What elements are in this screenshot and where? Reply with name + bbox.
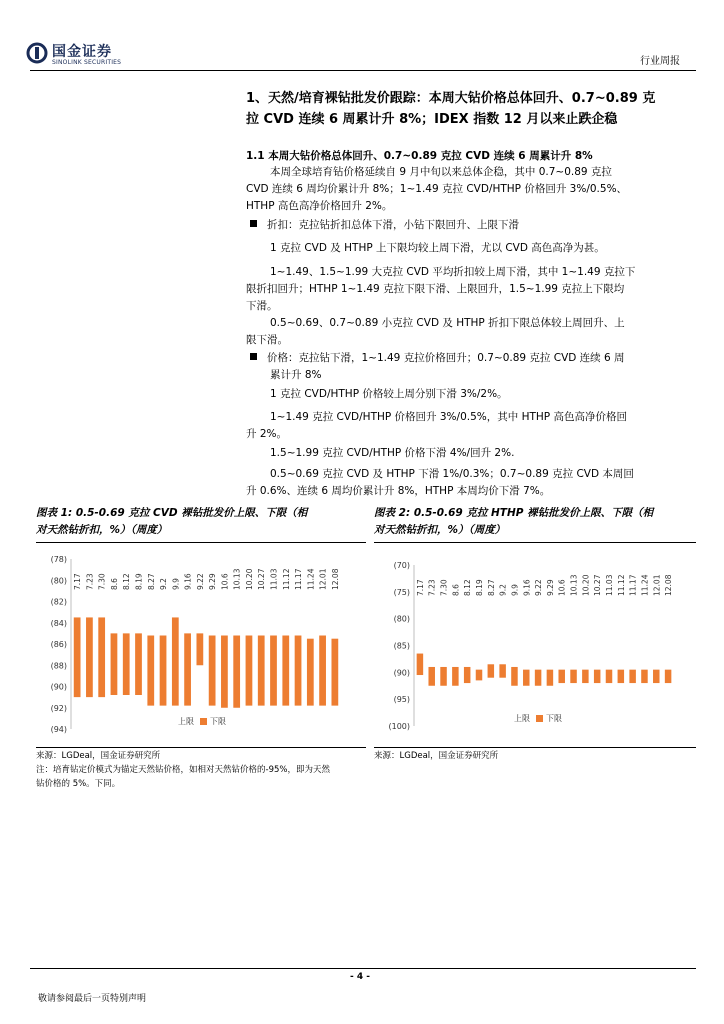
- range-bar: [417, 654, 424, 675]
- para-line: 限下滑。: [246, 334, 288, 346]
- x-tick-label: 7.23: [85, 573, 95, 590]
- x-tick-label: 11.17: [294, 568, 304, 590]
- para-line: 0.5~0.69 克拉 CVD 及 HTHP 下滑 1%/0.3%；0.7~0.89 克拉 CVD 本周回: [270, 468, 634, 480]
- x-tick-label: 9.16: [522, 579, 532, 596]
- x-tick-label: 10.27: [593, 574, 603, 596]
- figure2-title: [374, 505, 704, 539]
- price-para-2: [246, 409, 692, 443]
- intro-line: HTHP 高色高净价格回升 2%。: [246, 200, 393, 212]
- x-tick-label: 7.23: [427, 579, 437, 596]
- x-tick-label: 9.9: [171, 578, 181, 590]
- figure1-source: 来源：LGDeal，国金证券研究所: [36, 751, 161, 761]
- x-tick-label: 12.08: [664, 574, 674, 596]
- figure-title-line: 对天然钻折扣，%）（周度）: [36, 524, 168, 536]
- range-bar: [319, 636, 326, 706]
- range-bar: [307, 639, 314, 706]
- range-bar: [558, 670, 565, 683]
- para-line: 1~1.49 克拉 CVD/HTHP 价格回升 3%/0.5%，其中 HTHP 高色高净价格回: [270, 411, 627, 423]
- x-tick-label: 11.17: [628, 574, 638, 596]
- range-bar: [653, 670, 660, 683]
- intro-line: CVD 连续 6 周均价累计升 8%；1~1.49 克拉 CVD/HTHP 价格回升 3%/0.5%、: [246, 183, 628, 195]
- figure2-chart: [374, 548, 696, 744]
- y-tick-label: (100): [388, 722, 410, 731]
- x-tick-label: 8.12: [122, 573, 132, 590]
- range-bar: [111, 633, 118, 695]
- section-title-line1: 1、天然/培育裸钻批发价跟踪：本周大钻价格总体回升、0.7~0.89 克: [246, 91, 656, 106]
- x-tick-label: 11.12: [281, 568, 291, 590]
- range-bar: [74, 617, 81, 697]
- x-tick-label: 12.01: [652, 574, 662, 596]
- x-tick-label: 8.19: [475, 579, 484, 596]
- x-tick-label: 8.19: [134, 573, 144, 590]
- price-para-3: 1.5~1.99 克拉 CVD/HTHP 价格下滑 4%/回升 2%.: [270, 447, 515, 459]
- y-tick-label: (80): [393, 614, 410, 624]
- range-bar: [570, 670, 577, 683]
- figure-title-line: 图表 2: 0.5-0.69 克拉 HTHP 裸钻批发价上限、下限（相: [374, 507, 654, 519]
- x-tick-label: 10.13: [569, 574, 579, 596]
- x-tick-label: 9.22: [195, 573, 205, 590]
- range-bar: [282, 636, 289, 706]
- range-bar: [535, 670, 542, 686]
- x-tick-label: 9.9: [510, 584, 520, 596]
- figure-title-line: 图表 1: 0.5-0.69 克拉 CVD 裸钻批发价上限、下限（相: [36, 507, 308, 519]
- y-tick-label: (75): [393, 587, 410, 597]
- legend-label-upper: 上限: [514, 714, 530, 723]
- range-bar: [270, 636, 277, 706]
- page-number: - 4 -: [350, 972, 370, 982]
- para-line: 0.5~0.69、0.7~0.89 小克拉 CVD 及 HTHP 折扣下限总体较上周回升、上: [270, 317, 625, 329]
- y-tick-label: (90): [393, 668, 410, 678]
- range-bar: [135, 633, 142, 695]
- range-bar: [452, 667, 459, 686]
- x-tick-label: 8.27: [146, 573, 156, 590]
- range-bar: [641, 670, 648, 683]
- y-tick-label: (80): [50, 576, 67, 586]
- y-tick-label: (88): [50, 661, 67, 671]
- x-tick-label: 7.17: [73, 573, 83, 590]
- x-tick-label: 7.30: [439, 579, 449, 596]
- discount-para-3: [246, 315, 692, 349]
- figure1-top-rule: [36, 542, 366, 543]
- range-bar: [98, 617, 105, 697]
- figure1-title: [36, 505, 366, 539]
- range-bar: [547, 670, 554, 686]
- range-bar: [86, 617, 93, 697]
- y-tick-label: (78): [50, 555, 67, 564]
- range-bar: [440, 667, 447, 686]
- x-tick-label: 10.27: [257, 568, 267, 590]
- range-bar: [499, 664, 506, 677]
- x-tick-label: 11.03: [605, 574, 614, 596]
- range-bar: [523, 670, 530, 686]
- figure-title-line: 对天然钻折扣，%）（周度）: [374, 524, 506, 536]
- x-tick-label: 10.6: [220, 573, 230, 590]
- x-tick-label: 11.12: [616, 574, 626, 596]
- range-bar: [196, 633, 203, 665]
- range-bar: [511, 667, 518, 686]
- y-tick-label: (85): [393, 641, 410, 651]
- x-tick-label: 7.17: [415, 579, 425, 596]
- y-tick-label: (92): [50, 703, 67, 713]
- para-line: 1~1.49、1.5~1.99 大克拉 CVD 平均折扣较上周下滑，其中 1~1.49 克拉下: [270, 266, 636, 278]
- y-tick-label: (84): [50, 618, 67, 628]
- intro-paragraph: [246, 164, 692, 215]
- x-tick-label: 9.2: [498, 584, 508, 596]
- x-tick-label: 10.20: [244, 568, 254, 590]
- logo-name: 国金证券: [52, 44, 112, 60]
- note-line: 钻价格的 5%。下同。: [36, 779, 121, 789]
- range-bar: [258, 636, 265, 706]
- range-bar: [629, 670, 636, 683]
- para-line: 升 2%。: [246, 428, 287, 440]
- x-tick-label: 10.20: [581, 574, 591, 596]
- y-tick-label: (86): [50, 640, 67, 649]
- range-bar: [594, 670, 601, 683]
- logo-mark-icon: [26, 42, 48, 64]
- legend-swatch-icon: [536, 715, 543, 722]
- bullet-discount: [250, 217, 519, 234]
- para-line: 限折扣回升；HTHP 1~1.49 克拉下限下滑、上限回升，1.5~1.99 克拉上下限均: [246, 283, 625, 295]
- range-bar: [464, 667, 471, 683]
- x-tick-label: 10.13: [232, 568, 242, 590]
- legend-label-lower: 下限: [210, 717, 226, 726]
- x-tick-label: 8.6: [451, 584, 461, 596]
- range-bar: [246, 636, 253, 706]
- y-tick-label: (94): [50, 725, 67, 734]
- range-bar: [665, 670, 672, 683]
- x-tick-label: 8.27: [486, 579, 496, 596]
- range-bar: [582, 670, 589, 683]
- legend-swatch-icon: [200, 718, 207, 725]
- section-title: [246, 88, 696, 130]
- x-tick-label: 11.03: [269, 568, 279, 590]
- legend-label-upper: 上限: [178, 717, 194, 726]
- y-tick-label: (70): [393, 561, 410, 570]
- footer-rule: [30, 968, 696, 969]
- report-type: 行业周报: [640, 56, 680, 67]
- range-bar: [209, 636, 216, 706]
- range-bar: [618, 670, 625, 683]
- range-bar: [172, 617, 179, 705]
- discount-para-1: 1 克拉 CVD 及 HTHP 上下限均较上周下滑，尤以 CVD 高色高净为甚。: [270, 242, 605, 254]
- range-bar: [147, 636, 154, 706]
- figure2-top-rule: [374, 542, 696, 543]
- price-para-1: 1 克拉 CVD/HTHP 价格较上周分别下滑 3%/2%。: [270, 388, 508, 400]
- x-tick-label: 12.08: [330, 568, 340, 590]
- bullet-icon: [250, 220, 257, 227]
- range-bar: [160, 636, 167, 706]
- range-bar: [221, 636, 228, 708]
- x-tick-label: 9.2: [159, 578, 169, 590]
- logo-en: SINOLINK SECURITIES: [52, 59, 122, 66]
- x-tick-label: 9.16: [183, 573, 193, 590]
- logo: [26, 40, 136, 68]
- x-tick-label: 7.30: [97, 573, 107, 590]
- discount-para-2: [246, 264, 692, 315]
- range-bar: [476, 670, 483, 681]
- x-tick-label: 9.29: [545, 579, 555, 596]
- disclaimer: 敬请参阅最后一页特别声明: [38, 994, 147, 1004]
- range-bar: [331, 639, 338, 706]
- x-tick-label: 9.29: [208, 573, 218, 590]
- x-tick-label: 8.12: [463, 579, 473, 596]
- x-tick-label: 12.01: [318, 568, 328, 590]
- figure1-chart: [36, 548, 366, 744]
- bullet-text: 累计升 8%: [270, 369, 322, 381]
- x-tick-label: 10.6: [557, 579, 567, 596]
- section-subtitle: 1.1 本周大钻价格总体回升、0.7~0.89 克拉 CVD 连续 6 周累计升 8%: [246, 150, 593, 162]
- figure1-bottom-rule: [36, 747, 366, 748]
- note-line: 注：培育钻定价模式为锚定天然钻价格，如相对天然钻价格的-95%，即为天然: [36, 765, 330, 775]
- bullet-text: 价格：克拉钻下滑，1~1.49 克拉价格回升；0.7~0.89 克拉 CVD 连续 6 周: [267, 352, 625, 364]
- legend-label-lower: 下限: [546, 714, 562, 723]
- y-tick-label: (95): [393, 695, 410, 705]
- bullet-icon: [250, 353, 257, 360]
- figure1-note: [36, 763, 366, 791]
- range-bar: [184, 633, 191, 705]
- x-tick-label: 11.24: [640, 574, 650, 596]
- section-title-line2: 拉 CVD 连续 6 周累计升 8%；IDEX 指数 12 月以来止跌企稳: [246, 112, 618, 127]
- price-para-4: [246, 466, 692, 500]
- y-tick-label: (90): [50, 682, 67, 692]
- range-bar: [295, 636, 302, 706]
- range-bar: [428, 667, 435, 686]
- range-bar: [123, 633, 130, 695]
- range-bar: [233, 636, 240, 708]
- header-rule: [30, 70, 696, 71]
- bullet-text: 折扣：克拉钻折扣总体下滑，小钻下限回升、上限下滑: [267, 219, 519, 231]
- figure2-source: 来源：LGDeal，国金证券研究所: [374, 751, 499, 761]
- range-bar: [606, 670, 613, 683]
- x-tick-label: 9.22: [534, 579, 544, 596]
- x-tick-label: 11.24: [306, 568, 316, 590]
- x-tick-label: 8.6: [109, 578, 119, 590]
- bullet-price: [250, 350, 692, 384]
- y-tick-label: (82): [50, 597, 67, 607]
- figure2-bottom-rule: [374, 747, 696, 748]
- range-bar: [488, 664, 495, 677]
- para-line: 下滑。: [246, 300, 278, 312]
- para-line: 升 0.6%、连续 6 周均价累计升 8%，HTHP 本周均价下滑 7%。: [246, 485, 551, 497]
- intro-line: 本周全球培育钻价格延续自 9 月中旬以来总体企稳，其中 0.7~0.89 克拉: [270, 166, 612, 178]
